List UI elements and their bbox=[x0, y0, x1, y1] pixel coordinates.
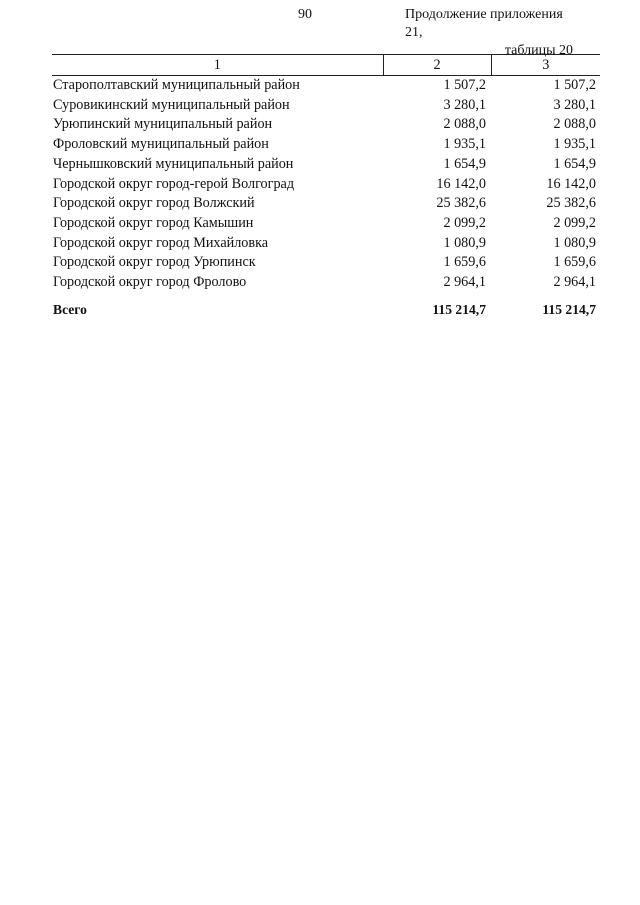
row-value-col2-cell: 2 088,0 bbox=[443, 116, 486, 133]
table-row bbox=[52, 234, 600, 254]
row-value-col2-cell: 16 142,0 bbox=[436, 175, 486, 192]
table-header-row bbox=[52, 55, 600, 76]
row-value-col3-cell: 1 507,2 bbox=[553, 77, 596, 93]
table-spacer-row bbox=[52, 293, 600, 300]
table-row bbox=[52, 135, 600, 155]
row-value-col2-cell: 1 935,1 bbox=[443, 136, 486, 153]
row-name-cell: Суровикинский муниципальный район bbox=[53, 96, 290, 113]
table-row bbox=[52, 76, 600, 96]
table-row bbox=[52, 96, 600, 116]
table-row bbox=[52, 175, 600, 195]
table-row bbox=[52, 194, 600, 214]
table-row bbox=[52, 214, 600, 234]
continuation-line-1: Продолжение приложения 21, bbox=[405, 7, 563, 40]
row-value-col3-cell: 1 080,9 bbox=[553, 234, 596, 251]
appendix-table bbox=[52, 54, 600, 319]
row-name-cell: Всего bbox=[53, 301, 87, 317]
row-value-col3-cell: 115 214,7 bbox=[542, 301, 596, 317]
spacer-cell bbox=[52, 293, 600, 300]
row-name-cell: Городской округ город Урюпинск bbox=[53, 254, 256, 271]
table-row bbox=[52, 273, 600, 293]
column-header-3: 3 bbox=[491, 55, 600, 76]
row-value-col2-cell: 1 654,9 bbox=[443, 155, 486, 172]
row-value-col2-cell: 25 382,6 bbox=[436, 195, 486, 212]
continuation-note bbox=[405, 6, 573, 60]
table-total-row bbox=[52, 300, 600, 320]
row-value-col2-cell: 1 507,2 bbox=[443, 77, 486, 93]
row-name-cell: Урюпинский муниципальный район bbox=[53, 116, 273, 133]
row-name-cell: Городской округ город Волжский bbox=[53, 195, 255, 212]
row-value-col3-cell: 2 099,2 bbox=[553, 214, 596, 231]
row-name-cell: Старополтавский муниципальный район bbox=[53, 77, 300, 93]
row-value-col3-cell: 2 088,0 bbox=[553, 116, 596, 133]
row-value-col2-cell: 1 080,9 bbox=[443, 234, 486, 251]
row-value-col3-cell: 25 382,6 bbox=[546, 195, 596, 212]
row-value-col2-cell: 115 214,7 bbox=[432, 301, 486, 317]
column-header-2: 2 bbox=[383, 55, 491, 76]
row-value-col3-cell: 3 280,1 bbox=[553, 96, 596, 113]
row-name-cell: Городской округ город Камышин bbox=[53, 214, 254, 231]
table-row bbox=[52, 155, 600, 175]
column-header-1: 1 bbox=[52, 55, 383, 76]
continuation-line-2: таблицы 20 bbox=[504, 43, 573, 58]
row-value-col3-cell: 2 964,1 bbox=[553, 274, 596, 291]
row-name-cell: Городской округ город Фролово bbox=[53, 274, 247, 291]
row-value-col2-cell: 2 964,1 bbox=[443, 274, 486, 291]
row-name-cell: Городской округ город Михайловка bbox=[53, 234, 269, 251]
page-number: 90 bbox=[298, 7, 312, 22]
row-name-cell: Чернышковский муниципальный район bbox=[53, 155, 294, 172]
appendix-table-container bbox=[52, 54, 600, 319]
row-value-col2-cell: 3 280,1 bbox=[443, 96, 486, 113]
table-body bbox=[52, 76, 600, 320]
row-name-cell: Городской округ город-герой Волгоград bbox=[53, 175, 295, 192]
row-value-col3-cell: 1 935,1 bbox=[553, 136, 596, 153]
row-value-col2-cell: 1 659,6 bbox=[443, 254, 486, 271]
row-value-col2-cell: 2 099,2 bbox=[443, 214, 486, 231]
row-value-col3-cell: 1 654,9 bbox=[553, 155, 596, 172]
table-row bbox=[52, 115, 600, 135]
table-row bbox=[52, 253, 600, 273]
row-value-col3-cell: 16 142,0 bbox=[546, 175, 596, 192]
row-value-col3-cell: 1 659,6 bbox=[553, 254, 596, 271]
row-name-cell: Фроловский муниципальный район bbox=[53, 136, 269, 153]
